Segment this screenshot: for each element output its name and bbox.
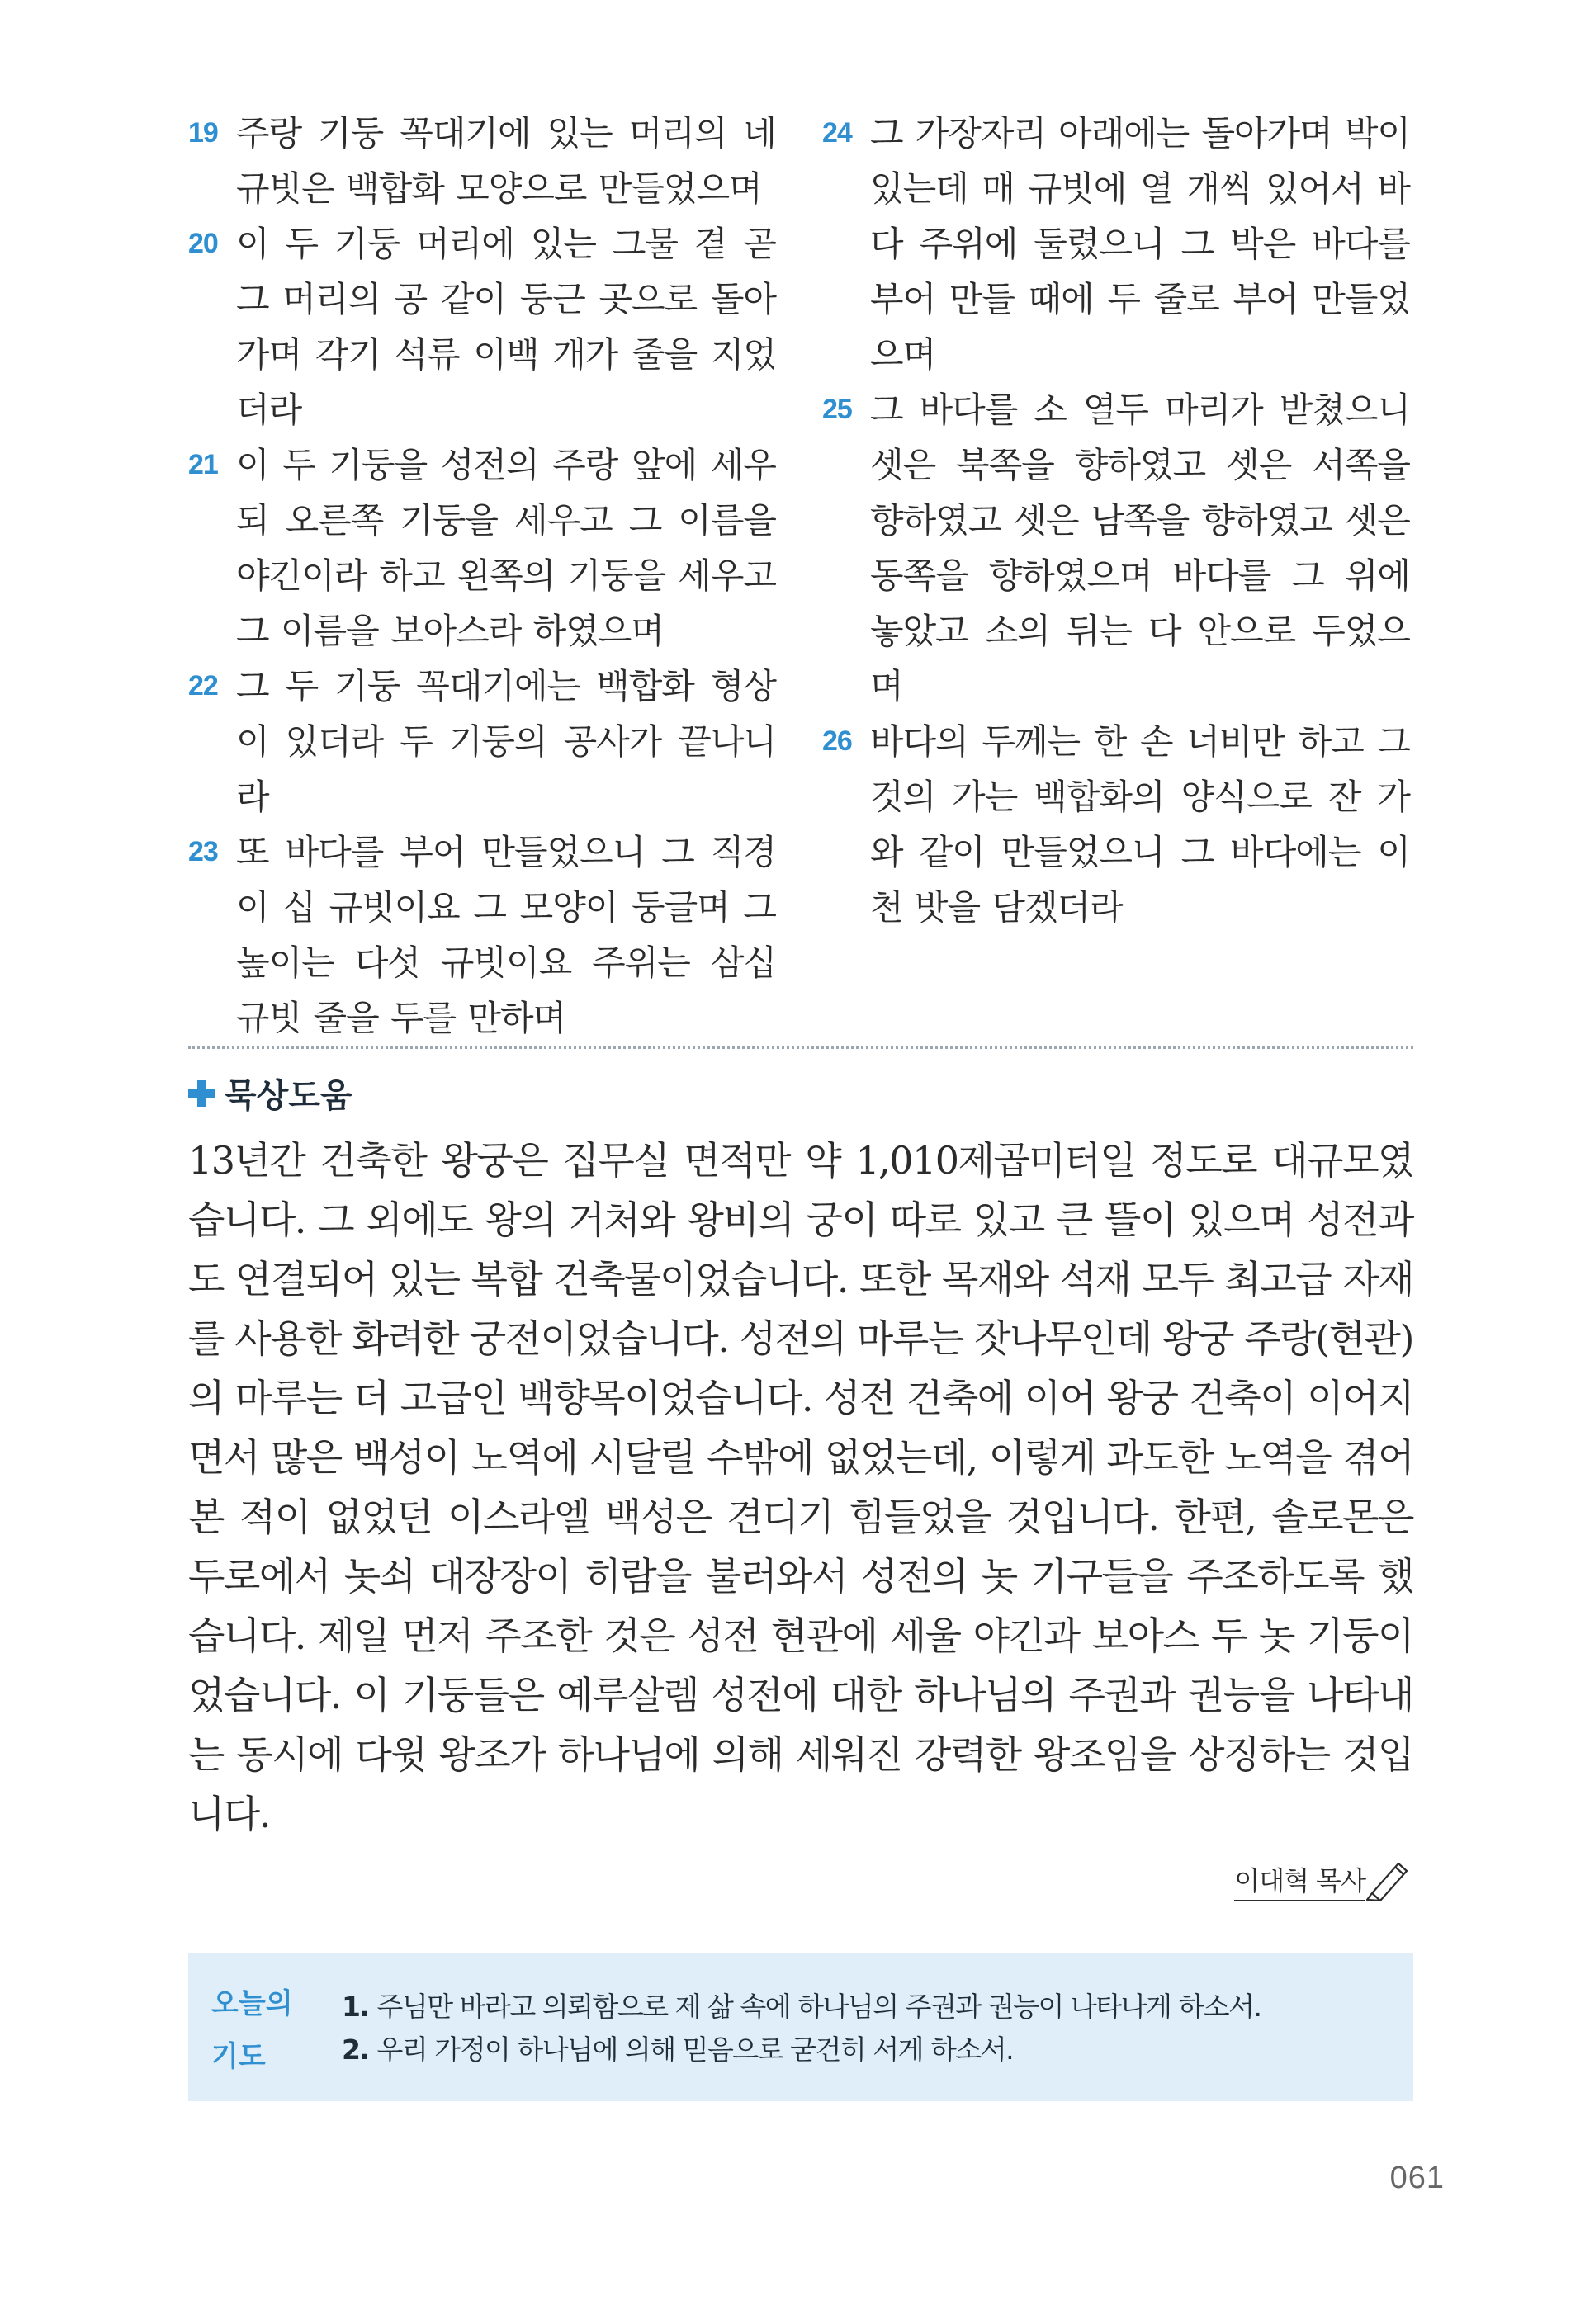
verse-text: 바다의 두께는 한 손 너비만 하고 그것의 가는 백합화의 양식으로 잔 가와 같이 만들었으니 그 바다에는 이천 밧을 담겠더라 [870, 721, 1410, 928]
verse-26 [822, 714, 1410, 935]
verse-number: 19 [188, 117, 218, 149]
prayer-list [342, 1986, 1398, 2071]
verse-text: 이 두 기둥을 성전의 주랑 앞에 세우되 오른쪽 기둥을 세우고 그 이름을 야긴이라 하고 왼쪽의 기둥을 세우고 그 이름을 보아스라 하였으며 [236, 445, 776, 651]
verse-20 [188, 216, 776, 437]
prayer-item [342, 1986, 1398, 2029]
page-number: 061 [1389, 2161, 1445, 2195]
verse-number: 24 [822, 117, 852, 149]
plus-icon [188, 1080, 215, 1107]
verse-number: 21 [188, 449, 218, 480]
section-divider [188, 1046, 1413, 1049]
meditation-body: 13년간 건축한 왕궁은 집무실 면적만 약 1,010제곱미터일 정도로 대규모였습니다. 그 외에도 왕의 거처와 왕비의 궁이 따로 있고 큰 뜰이 있으며 성전과도 연결되어 있는 복합 건축물이었습니다. 또한 목재와 석재 모두 최고급 자재를 사용한 화려한 궁전이었습니다. 성전의 마루는 잣나무인데 왕궁 주랑(현관)의 마루는 더 고급인 백향목이었습니다. 성전 건축에 이어 왕궁 건축이 이어지면서 많은 백성이 노역에 시달릴 수밖에 없었는데, 이렇게 과도한 노역을 겪어 본 적이 없었던 이스라엘 백성은 견디기 힘들었을 것입니다. 한편, 솔로몬은 두로에서 놋쇠 대장장이 히람을 불러와서 성전의 놋 기구들을 주조하도록 했습니다. 제일 먼저 주조한 것은 성전 현관에 세울 야긴과 보아스 두 놋 기둥이었습니다. 이 기둥들은 예루살렘 성전에 대한 하나님의 주권과 권능을 나타내는 동시에 다윗 왕조가 하나님에 의해 세워진 강력한 왕조임을 상징하는 것입니다. [188, 1138, 1413, 1836]
verse-number: 23 [188, 836, 218, 867]
verse-column-left [188, 106, 776, 1046]
verse-column-right [822, 106, 1410, 1046]
verse-25 [822, 382, 1410, 714]
verse-number: 20 [188, 228, 218, 259]
prayer-item-text: 우리 가정이 하나님에 의해 믿음으로 굳건히 서게 하소서. [376, 2034, 1014, 2066]
prayer-item [342, 2029, 1398, 2071]
author-signature [1205, 1855, 1412, 1901]
scripture-passage [188, 106, 1410, 1046]
author-name: 이대혁 목사 [1234, 1860, 1365, 1901]
verse-21 [188, 437, 776, 659]
prayer-item-number: 1. [342, 1991, 369, 2023]
prayer-label [211, 1977, 310, 2083]
meditation-header [188, 1070, 352, 1117]
verse-text: 이 두 기둥 머리에 있는 그물 곁 곧 그 머리의 공 같이 둥근 곳으로 돌아가며 각기 석류 이백 개가 줄을 지었더라 [236, 224, 776, 430]
verse-text: 또 바다를 부어 만들었으니 그 직경이 십 규빗이요 그 모양이 둥글며 그 높이는 다섯 규빗이요 주위는 삼십 규빗 줄을 두를 만하며 [236, 832, 776, 1038]
prayer-box [188, 1953, 1413, 2101]
verse-24 [822, 106, 1410, 382]
verse-text: 그 바다를 소 열두 마리가 받쳤으니 셋은 북쪽을 향하였고 셋은 서쪽을 향하였고 셋은 남쪽을 향하였고 셋은 동쪽을 향하였으며 바다를 그 위에 놓았고 소의 뒤는 다 안으로 두었으며 [870, 390, 1410, 706]
verse-22 [188, 659, 776, 824]
prayer-item-number: 2. [342, 2034, 369, 2066]
verse-text: 그 두 기둥 꼭대기에는 백합화 형상이 있더라 두 기둥의 공사가 끝나니라 [236, 666, 776, 817]
verse-text: 그 가장자리 아래에는 돌아가며 박이 있는데 매 규빗에 열 개씩 있어서 바다 주위에 둘렸으니 그 박은 바다를 부어 만들 때에 두 줄로 부어 만들었으며 [870, 113, 1410, 375]
meditation-title: 묵상도움 [225, 1077, 352, 1115]
verse-19 [188, 106, 776, 216]
verse-number: 26 [822, 725, 852, 757]
pencil-icon [1362, 1855, 1412, 1901]
prayer-label-line2: 기도 [211, 2040, 266, 2073]
prayer-item-text: 주님만 바라고 의뢰함으로 제 삶 속에 하나님의 주권과 권능이 나타나게 하소서. [376, 1991, 1261, 2023]
verse-text: 주랑 기둥 꼭대기에 있는 머리의 네 규빗은 백합화 모양으로 만들었으며 [236, 113, 776, 209]
verse-number: 25 [822, 394, 852, 425]
prayer-label-line1: 오늘의 [211, 1987, 293, 2020]
verse-23 [188, 824, 776, 1046]
verse-number: 22 [188, 670, 218, 701]
